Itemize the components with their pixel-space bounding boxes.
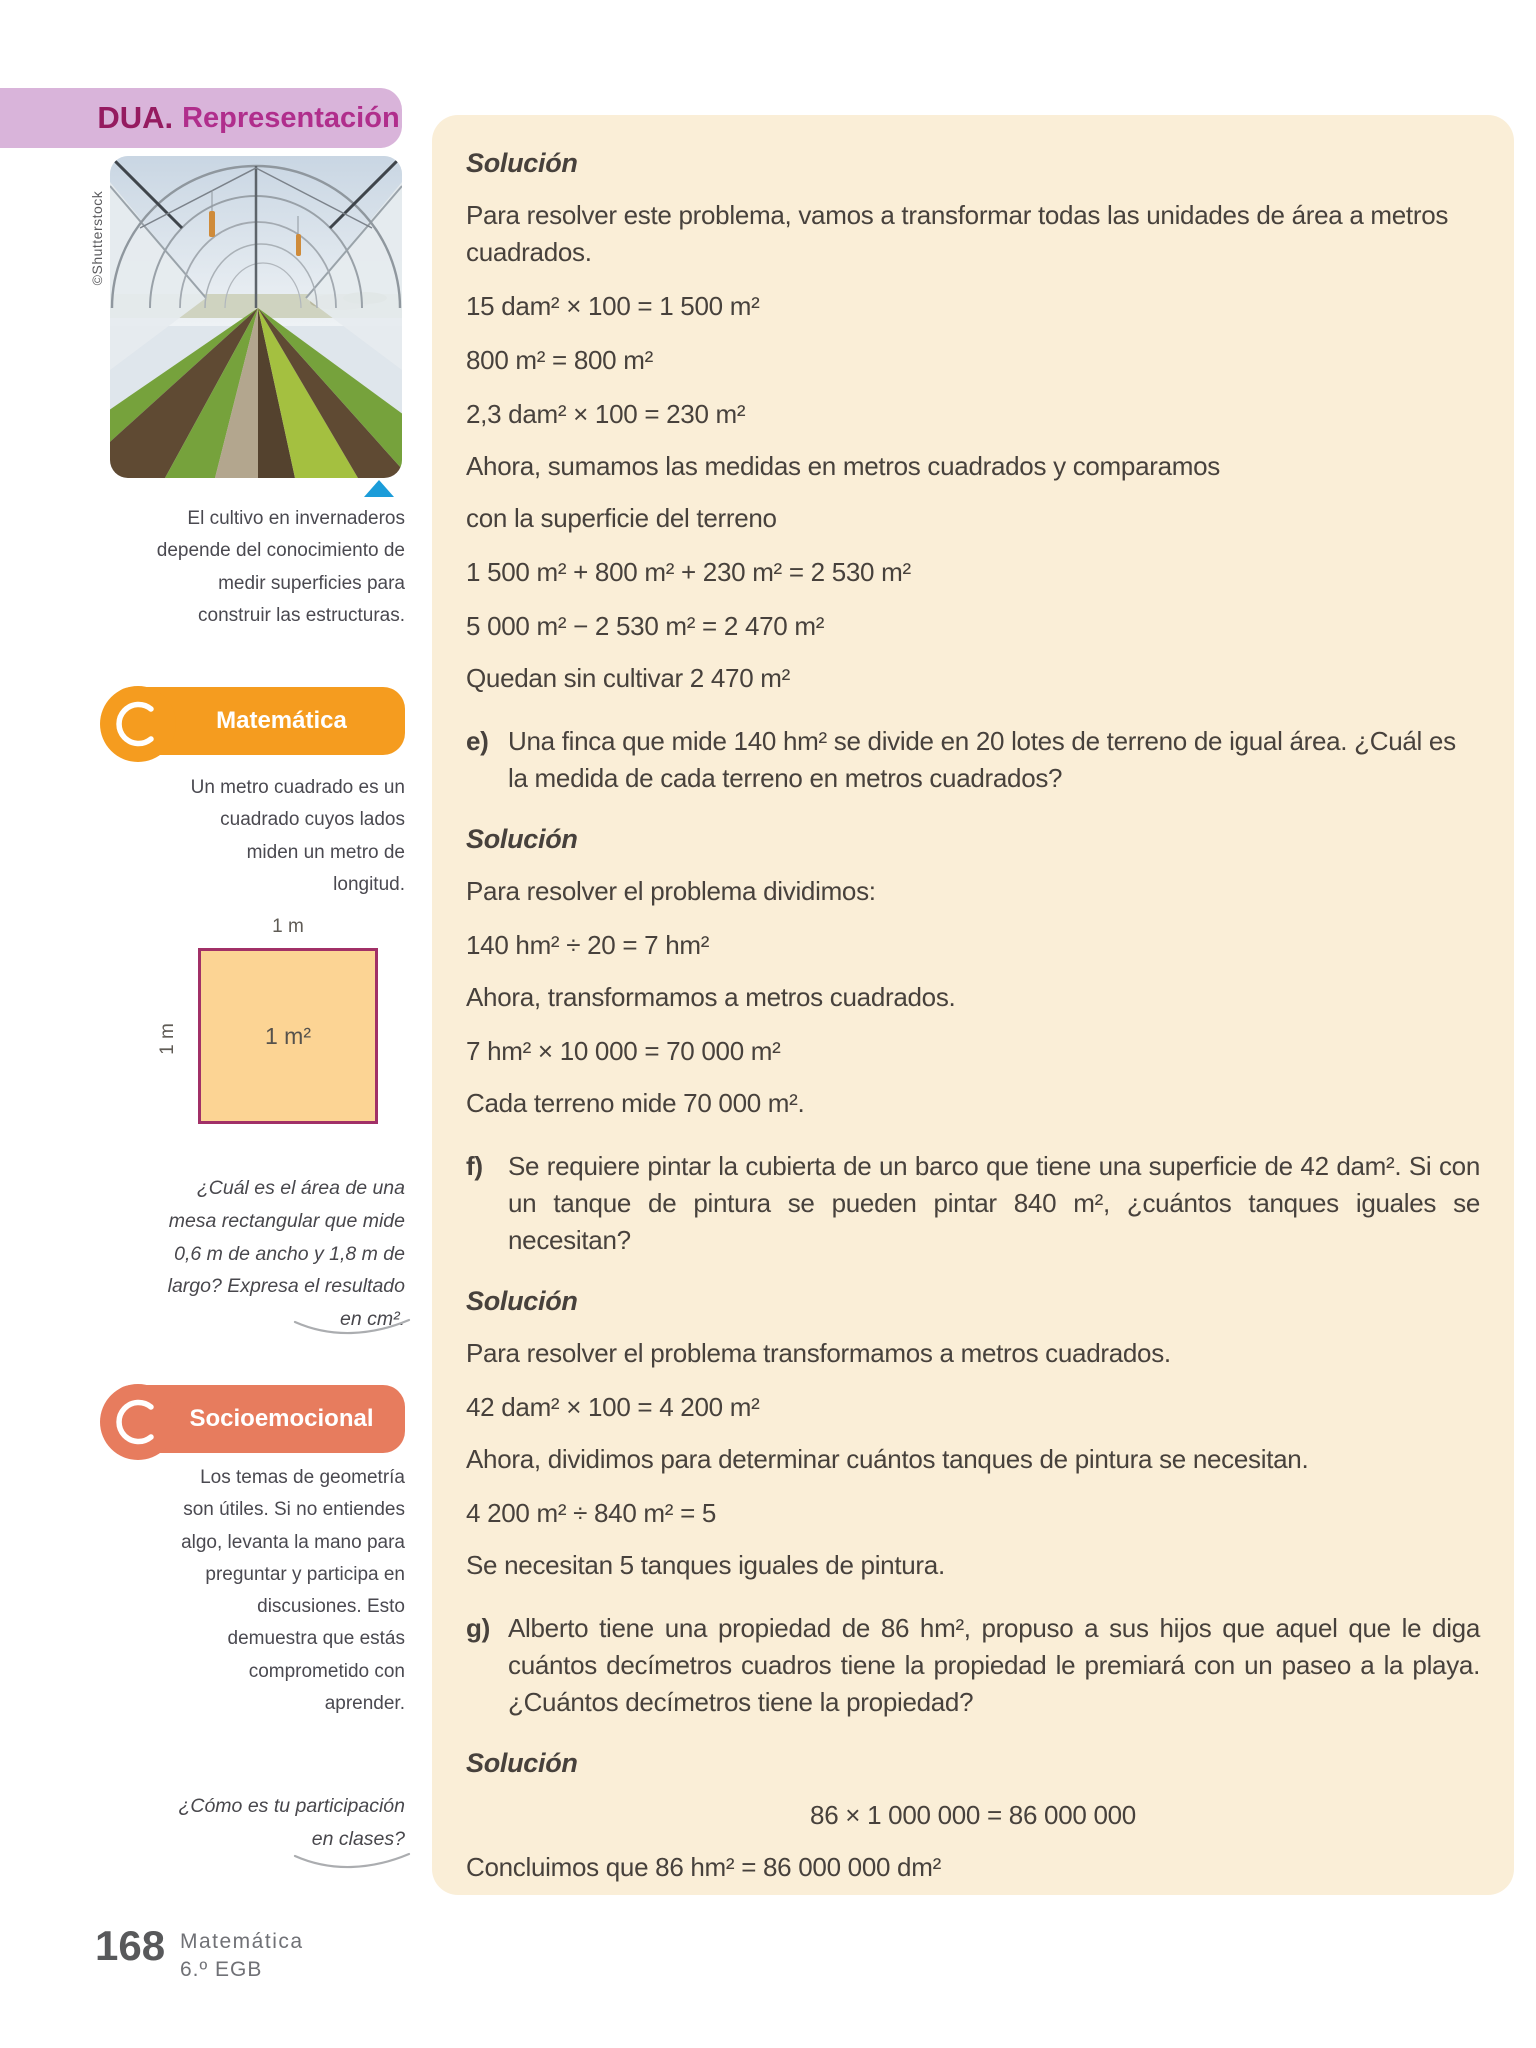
matematica-question: ¿Cuál es el área de una mesa rectangular que mide 0,6 m de ancho y 1,8 m de largo? Expresa el resultado en cm². bbox=[167, 1177, 405, 1330]
editorial-c-logo-icon bbox=[98, 684, 178, 764]
equation: 7 hm² × 10 000 = 70 000 m² bbox=[466, 1036, 781, 1066]
item-text: Alberto tiene una propiedad de 86 hm², propuso a sus hijos que aquel que le diga cuántos decímetros cuadros tiene la propiedad le premiará con un paseo a la playa. ¿Cuántos decímetros tiene la propiedad? bbox=[508, 1613, 1480, 1717]
solution-result: Se necesitan 5 tanques iguales de pintura. bbox=[466, 1550, 945, 1580]
equation: 42 dam² × 100 = 4 200 m² bbox=[466, 1392, 760, 1422]
solution-step: Ahora, sumamos las medidas en metros cuadrados y comparamos bbox=[466, 451, 1220, 481]
editorial-c-logo-icon bbox=[98, 1382, 178, 1462]
solution-heading: Solución bbox=[466, 824, 578, 854]
solution-result: Concluimos que 86 hm² = 86 000 000 dm² bbox=[466, 1852, 941, 1882]
solution-step: con la superficie del terreno bbox=[466, 503, 777, 533]
solution-intro: Para resolver este problema, vamos a transformar todas las unidades de área a metros cuadrados. bbox=[466, 200, 1449, 267]
item-text: Una finca que mide 140 hm² se divide en 20 lotes de terreno de igual área. ¿Cuál es la medida de cada terreno en metros cuadrados? bbox=[508, 726, 1456, 793]
equation: 800 m² = 800 m² bbox=[466, 345, 653, 375]
equation: 2,3 dam² × 100 = 230 m² bbox=[466, 399, 746, 429]
exercise-item-f bbox=[466, 1148, 1480, 1259]
footer-subject: Matemática bbox=[180, 1930, 304, 1953]
matematica-card-title: Matemática bbox=[216, 707, 347, 734]
dua-banner bbox=[0, 88, 402, 148]
page-number: 168 bbox=[95, 1922, 166, 1969]
equation-centered: 86 × 1 000 000 = 86 000 000 bbox=[810, 1800, 1136, 1830]
banner-prefix: DUA. bbox=[97, 100, 174, 135]
unit-square-diagram bbox=[198, 948, 378, 1124]
solution-step: Para resolver el problema dividimos: bbox=[466, 876, 876, 906]
content-panel bbox=[432, 115, 1514, 1895]
greenhouse-photo bbox=[110, 156, 402, 478]
caption-pointer-icon bbox=[364, 480, 394, 497]
photo-caption: El cultivo en invernaderos depende del conocimiento de medir superficies para construir las estructuras. bbox=[156, 508, 405, 626]
socioemocional-note: Los temas de geometría son útiles. Si no entiendes algo, levanta la mano para preguntar y participa en discusiones. Esto demuestra que estás comprometido con aprender. bbox=[181, 1467, 405, 1715]
equation: 140 hm² ÷ 20 = 7 hm² bbox=[466, 930, 710, 960]
solution-heading: Solución bbox=[466, 148, 578, 178]
item-label: g) bbox=[466, 1613, 490, 1643]
decorative-arc bbox=[293, 1316, 411, 1340]
exercise-item-e bbox=[466, 723, 1480, 797]
square-side-label: 1 m bbox=[157, 1023, 178, 1055]
exercise-item-g bbox=[466, 1610, 1480, 1721]
equation: 15 dam² × 100 = 1 500 m² bbox=[466, 291, 760, 321]
square-top-label: 1 m bbox=[272, 916, 304, 937]
solution-step: Para resolver el problema transformamos a metros cuadrados. bbox=[466, 1338, 1171, 1368]
item-label: f) bbox=[466, 1151, 483, 1181]
solution-step: Ahora, transformamos a metros cuadrados. bbox=[466, 982, 956, 1012]
matematica-note: Un metro cuadrado es un cuadrado cuyos lados miden un metro de longitud. bbox=[190, 777, 405, 895]
solution-step: Ahora, dividimos para determinar cuántos tanques de pintura se necesitan. bbox=[466, 1444, 1309, 1474]
equation: 4 200 m² ÷ 840 m² = 5 bbox=[466, 1498, 717, 1528]
item-text: Se requiere pintar la cubierta de un barco que tiene una superficie de 42 dam². Si con un tanque de pintura se pueden pintar 840 m², ¿cuántos tanques iguales se necesitan? bbox=[508, 1151, 1480, 1255]
solution-result: Quedan sin cultivar 2 470 m² bbox=[466, 663, 790, 693]
square-area-label: 1 m² bbox=[265, 1022, 311, 1049]
banner-title: Representación bbox=[182, 101, 400, 134]
solution-heading: Solución bbox=[466, 1748, 578, 1778]
equation: 1 500 m² + 800 m² + 230 m² = 2 530 m² bbox=[466, 557, 911, 587]
item-label: e) bbox=[466, 726, 489, 756]
socioemocional-question: ¿Cómo es tu participación en clases? bbox=[178, 1795, 405, 1850]
photo-credit: ©Shutterstock bbox=[89, 190, 105, 286]
footer-grade: 6.º EGB bbox=[180, 1958, 263, 1981]
equation: 5 000 m² − 2 530 m² = 2 470 m² bbox=[466, 611, 825, 641]
decorative-arc bbox=[293, 1850, 411, 1874]
solution-heading: Solución bbox=[466, 1286, 578, 1316]
socioemocional-card-title: Socioemocional bbox=[189, 1405, 374, 1432]
solution-result: Cada terreno mide 70 000 m². bbox=[466, 1088, 805, 1118]
greenhouse-illustration bbox=[110, 156, 402, 478]
